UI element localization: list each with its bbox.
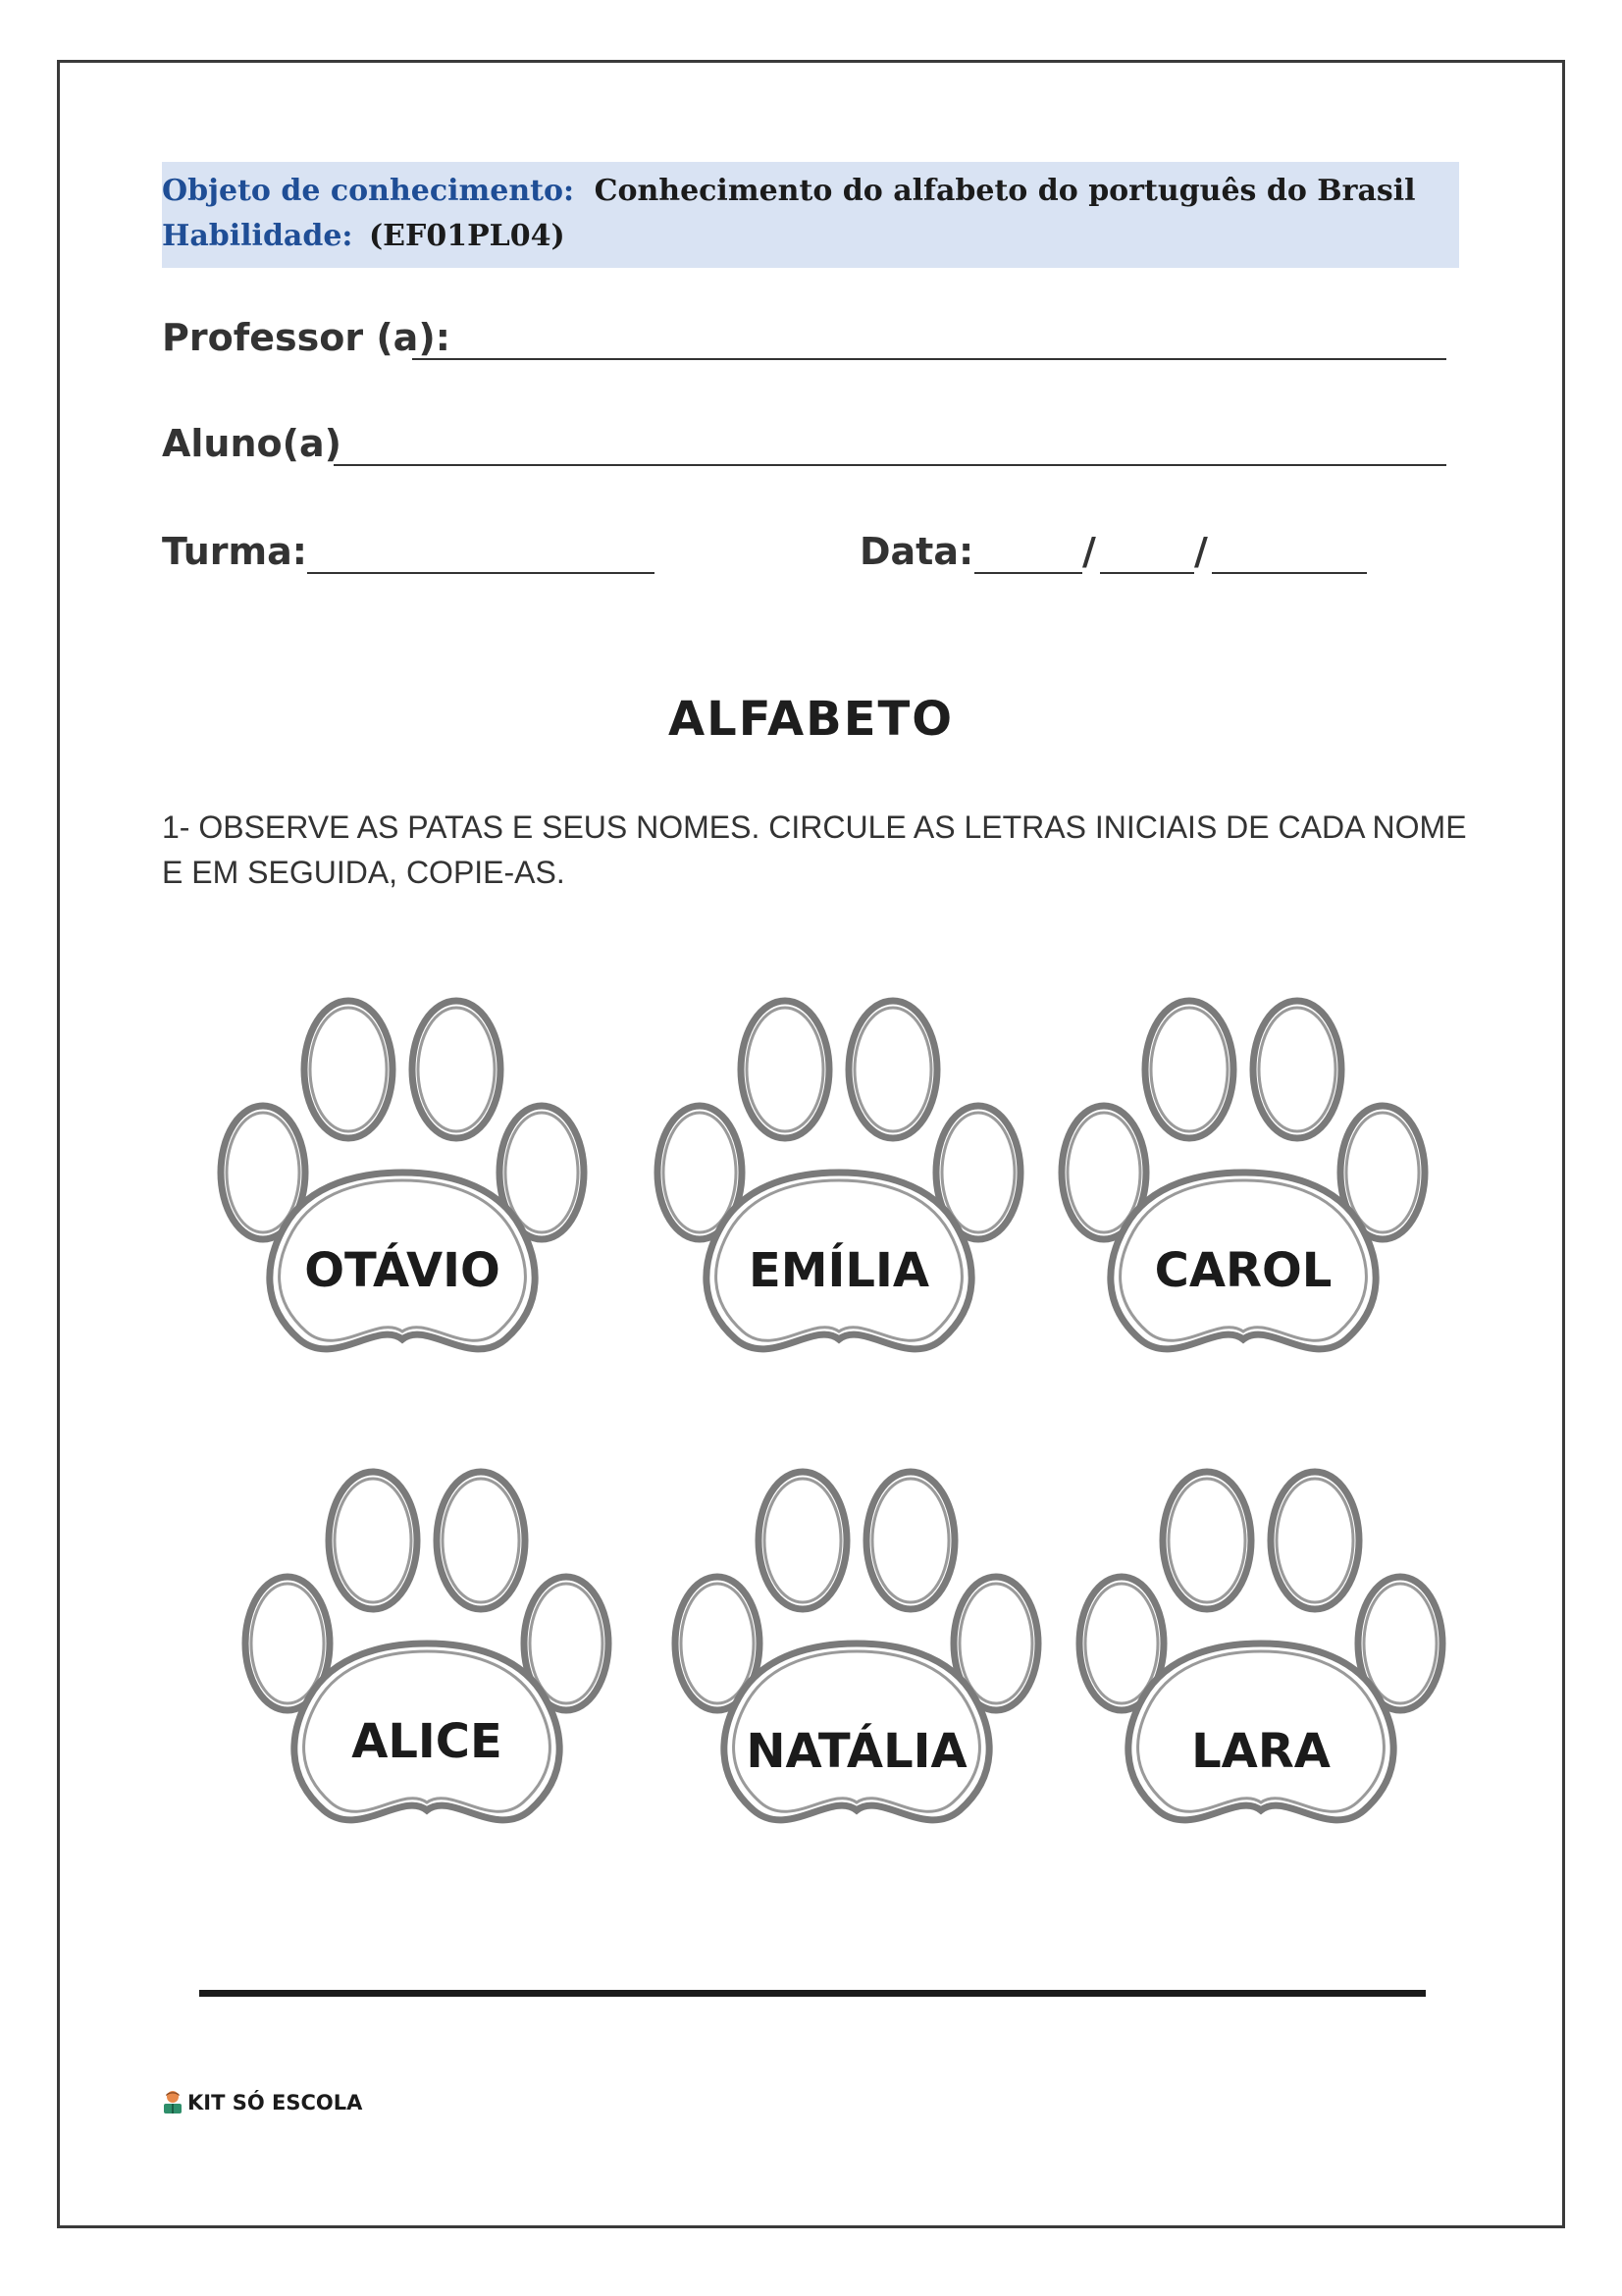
habilidade-value: (EF01PL04) [368, 219, 565, 253]
paw-icon [1074, 1457, 1447, 1850]
habilidade-label: Habilidade: [162, 219, 353, 253]
data-separator: / [1194, 530, 1208, 573]
paw-icon [240, 1457, 613, 1850]
instruction-text: 1- OBSERVE AS PATAS E SEUS NOMES. CIRCULE AS LETRAS INICIAIS DE CADA NOME E EM SEGUIDA, COPIE-AS. [162, 809, 1467, 890]
paw-name: NATÁLIA [746, 1724, 968, 1779]
brand-name: KIT SÓ ESCOLA [187, 2091, 363, 2114]
professor-field[interactable] [412, 358, 1446, 360]
paw-print[interactable] [653, 986, 1025, 1379]
paw-print[interactable] [216, 986, 589, 1379]
data-label: Data: [860, 530, 974, 573]
objeto-value: Conhecimento do alfabeto do português do Brasil [594, 174, 1416, 208]
data-separator: / [1082, 530, 1096, 573]
paw-print[interactable] [1074, 1457, 1447, 1850]
professor-label: Professor (a): [162, 316, 450, 359]
paw-print[interactable] [1057, 986, 1430, 1379]
objeto-line [162, 174, 1416, 208]
turma-label: Turma: [162, 530, 307, 573]
paw-icon [670, 1457, 1043, 1850]
child-reading-icon [162, 2090, 183, 2115]
paw-name: OTÁVIO [304, 1243, 500, 1298]
page-title: ALFABETO [667, 692, 955, 747]
paw-icon [653, 986, 1025, 1379]
paw-icon [1057, 986, 1430, 1379]
brand-logo [162, 2090, 362, 2115]
turma-field[interactable] [307, 572, 654, 574]
paw-name: ALICE [351, 1714, 502, 1769]
data-day-field[interactable] [974, 572, 1082, 574]
answer-line[interactable] [199, 1990, 1426, 1997]
paw-name: LARA [1191, 1724, 1331, 1779]
paw-print[interactable] [240, 1457, 613, 1850]
paw-print[interactable] [670, 1457, 1043, 1850]
paw-icon [216, 986, 589, 1379]
paw-name: CAROL [1154, 1243, 1333, 1298]
data-year-field[interactable] [1212, 572, 1367, 574]
knowledge-banner [162, 162, 1459, 268]
aluno-field[interactable] [334, 464, 1446, 466]
data-month-field[interactable] [1100, 572, 1194, 574]
objeto-label: Objeto de conhecimento: [162, 174, 575, 208]
habilidade-line [162, 219, 565, 253]
paw-name: EMÍLIA [748, 1243, 929, 1298]
aluno-label: Aluno(a) [162, 422, 342, 465]
